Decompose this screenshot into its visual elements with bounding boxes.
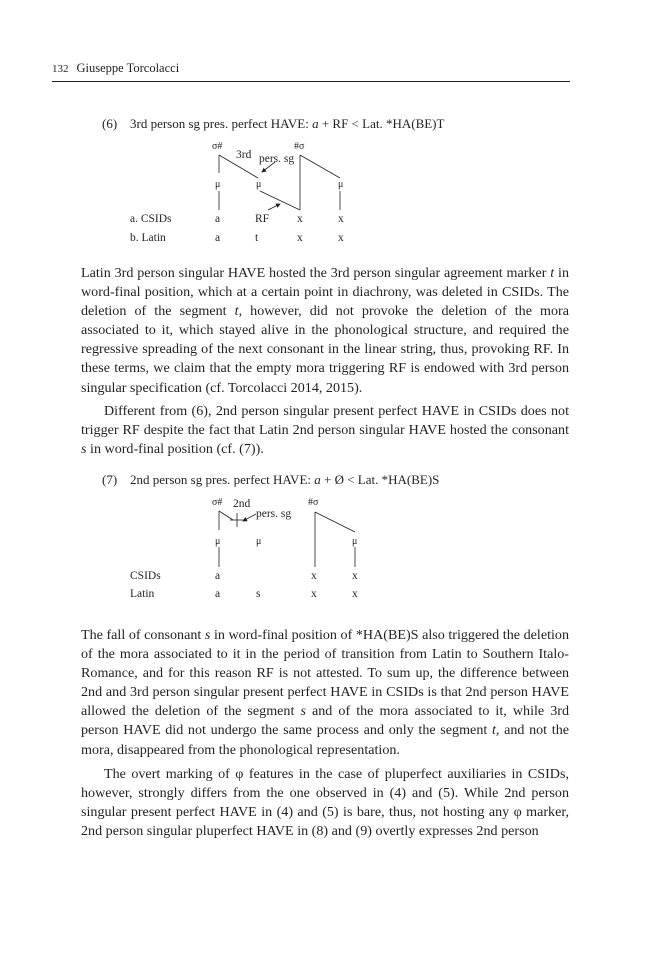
example-7-caption: (7) 2nd person sg pres. perfect HAVE: a + Ø < Lat. *HA(BE)S xyxy=(102,472,440,487)
ex7-mora-3: μ xyxy=(352,536,358,547)
example-6-caption: (6) 3rd person sg pres. perfect HAVE: a + RF < Lat. *HA(BE)T xyxy=(102,116,445,131)
ex7-row-b-cell: x xyxy=(311,588,317,600)
ex7-row-a-cell: x xyxy=(352,570,358,582)
paragraph-4: The overt marking of φ features in the case of pluperfect auxiliaries in CSIDs, however, strongly differs from the one observed in (4) and (5). While 2nd person singular present perfect HAVE in (4) and (5) is bare, thus, not hosting any φ marker, 2nd person singular pluperfect HAVE in (8) and (9) overtly expresses 2nd person xyxy=(81,766,569,840)
ex7-feature-label: pers. sg xyxy=(256,508,292,520)
ex7-row-b-label: Latin xyxy=(130,588,155,600)
ex6-row-b-cell: a xyxy=(215,232,221,244)
ex6-row-a-cell: x xyxy=(297,213,303,225)
ex6-feature-person: 3rd xyxy=(236,149,252,161)
example-7-number: (7) xyxy=(102,472,118,487)
page-number: 132 xyxy=(52,63,69,75)
paragraph-3: The fall of consonant s in word-final position of *HA(BE)S also triggered the deletion of the mora associated to it in the period of transition from Latin to Southern Italo-Romance, and for this reason RF is not attested. To sum up, the difference between 2nd and 3rd person singular present perfect HAVE in CSIDs is that 2nd person HAVE allowed the deletion of the segment s and of the mora associated to it, while 3rd person HAVE did not undergo the same process and only the segment t, and not the mora, disappeared from the phonological representation. xyxy=(81,627,570,758)
ex6-row-b-cell: x xyxy=(297,232,303,244)
running-header xyxy=(52,60,570,77)
ex6-row-a-label: a. CSIDs xyxy=(130,213,172,225)
ex6-mora-1: μ xyxy=(215,179,221,190)
ex6-mora-3: μ xyxy=(338,179,344,190)
ex6-row-a-cell: x xyxy=(338,213,344,225)
author-name: Giuseppe Torcolacci xyxy=(76,61,180,75)
ex7-row-b-cell: s xyxy=(256,588,261,600)
paragraph-2: Different from (6), 2nd person singular present perfect HAVE in CSIDs does not trigger RF despite the fact that Latin 2nd person singular HAVE hosted the consonant s in word-final position (cf. (7)). xyxy=(81,403,569,458)
ex7-row-b-cell: a xyxy=(215,588,221,600)
ex7-sigma-left: σ# xyxy=(212,497,223,508)
ex6-feature-label: pers. sg xyxy=(259,153,295,165)
ex7-row-b-cell: x xyxy=(352,588,358,600)
ex7-sigma-right: #σ xyxy=(308,497,319,508)
ex7-row-a-cell: a xyxy=(215,570,221,582)
ex6-row-b-cell: x xyxy=(338,232,344,244)
ex6-row-a-cell: a xyxy=(215,213,221,225)
example-6-number: (6) xyxy=(102,116,118,131)
ex7-row-a-cell: x xyxy=(311,570,317,582)
ex7-row-a-label: CSIDs xyxy=(130,570,161,582)
ex6-mora-2: μ xyxy=(256,179,262,190)
header-rule xyxy=(52,81,570,82)
ex6-row-b-label: b. Latin xyxy=(130,232,166,244)
ex7-feature-person: 2nd xyxy=(233,498,251,510)
ex6-sigma-right: #σ xyxy=(294,141,305,152)
ex6-sigma-left: σ# xyxy=(212,141,223,152)
ex6-row-b-cell: t xyxy=(255,232,259,244)
ex7-mora-1: μ xyxy=(215,536,221,547)
ex7-mora-2: μ xyxy=(256,536,262,547)
paragraph-1: Latin 3rd person singular HAVE hosted the 3rd person singular agreement marker t in word-final position, which at a certain point in diachrony, was deleted in CSIDs. The deletion of the segment t, however, did not provoke the deletion of the mora associated to it, which stayed alive in the phonological structure, and required the regressive spreading of the next consonant in the linear string, thus, provoking RF. In these terms, we claim that the empty mora triggering RF is endowed with 3rd person singular specification (cf. Torcolacci 2014, 2015). xyxy=(81,265,570,396)
ex6-row-a-cell: RF xyxy=(255,213,270,225)
